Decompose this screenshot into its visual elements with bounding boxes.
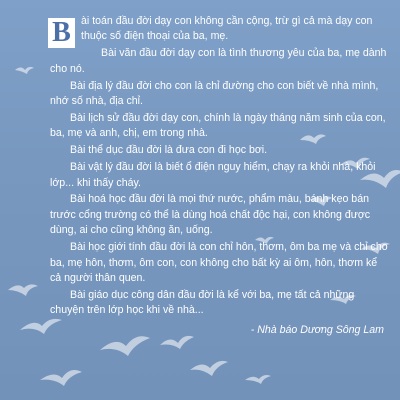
bird-shape [15, 67, 34, 74]
paragraph-3: Bài địa lý đầu đời cho con là chỉ đường cho con biết về nhà mình, nhớ số nhà, địa chỉ. [50, 79, 379, 108]
paragraph-5: Bài thể dục đầu đời là đưa con đi học bơi. [70, 144, 268, 157]
bird-shape [190, 361, 228, 376]
paragraph-6: Bài vật lý đầu đời là biết ổ điện nguy hiểm, chạy ra khỏi nhà, khỏi lớp... khi thấy cháy. [50, 161, 376, 189]
bird-shape [100, 336, 150, 356]
paragraph-text: ài toán đầu đời dạy con không cần cộng, trừ gì cả mà dạy con thuộc số điện thoại của ba, mẹ. [81, 15, 373, 43]
drop-cap: B [48, 18, 75, 48]
paragraph-7: Bài hoá học đầu đời là mọi thứ nước, phẩm màu, bánh kẹo bán trước cổng trường có thể là dùng hoá chất độc hại, con không được dùng, ai cho cũng không ăn, uống. [50, 193, 371, 237]
paragraph-2: Bài văn đầu đời dạy con là tình thương yêu của ba, mẹ dành cho nó. [50, 47, 387, 75]
paragraph-4: Bài lịch sử đầu đời dạy con, chính là ngày tháng năm sinh của con, ba, mẹ và anh, chị, em trong nhà. [50, 111, 386, 140]
article-text [50, 10, 388, 338]
author-signature: - Nhà báo Dương Sông Lam [250, 323, 384, 336]
bird-shape [245, 375, 271, 384]
paragraph-8: Bài học giới tính đầu đời là con chỉ hôn, thơm, ôm ba mẹ và chỉ cho ba, mẹ hôn, thơm, ôm con, con không cho bất kỳ ai ôm, hôn, thơm kể cả người thân quen. [50, 241, 388, 284]
bird-shape [40, 370, 82, 386]
paragraph-1 [50, 14, 388, 48]
paragraph-9: Bài giáo dục công dân đầu đời là kể với ba, mẹ tất cả những chuyện trên lớp học khi về nhà... [50, 288, 355, 317]
bird-shape [8, 284, 38, 296]
